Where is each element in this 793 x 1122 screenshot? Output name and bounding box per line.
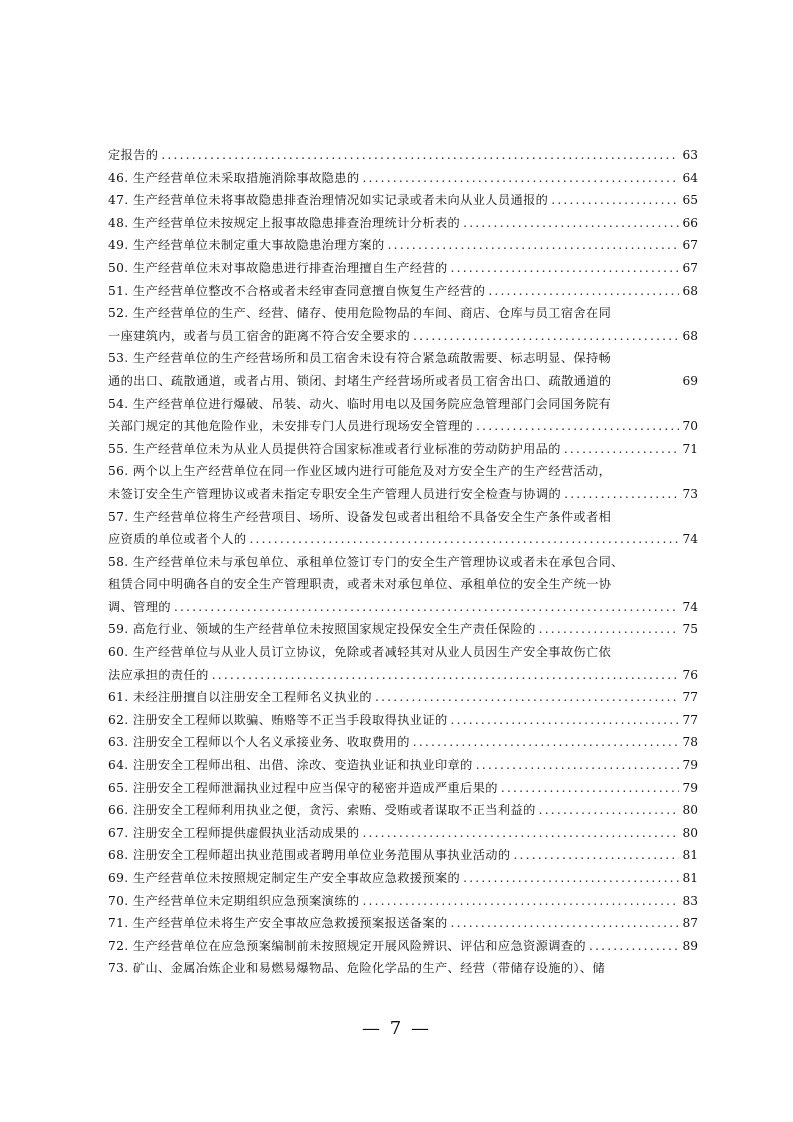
- toc-entry-page: 64: [682, 170, 698, 185]
- toc-entry-text: 调、管理的: [108, 599, 171, 614]
- toc-entry: [108, 212, 698, 235]
- toc-entry: [108, 799, 698, 822]
- toc-entry: [108, 257, 698, 280]
- dot-leader: [539, 799, 680, 822]
- toc-entry-text: 60. 生产经营单位与从业人员订立协议，免除或者减轻其对从业人员因生产安全事故伤亡依: [108, 645, 612, 660]
- toc-entry-text: 应资质的单位或者个人的: [108, 532, 247, 547]
- toc-entry: [108, 280, 698, 303]
- dot-leader: [161, 144, 679, 167]
- toc-entry-page: 87: [682, 916, 698, 931]
- toc-entry: [108, 460, 698, 483]
- dot-leader: [388, 234, 680, 257]
- dot-leader: [476, 415, 679, 438]
- toc-entry-page: 74: [682, 532, 698, 547]
- dot-leader: [413, 325, 679, 348]
- toc-entry: [108, 415, 698, 438]
- toc-entry: [108, 393, 698, 416]
- dot-leader: [476, 754, 680, 777]
- toc-entry-page: 67: [682, 260, 698, 275]
- toc-entry-page: 81: [682, 848, 698, 863]
- toc-entry-page: 78: [682, 735, 698, 750]
- toc-entry-text: 58. 生产经营单位未与承包单位、承租单位签订专门的安全生产管理协议或者未在承包合同、: [108, 554, 624, 569]
- dot-leader: [463, 212, 679, 235]
- toc-entry-page: 80: [682, 825, 698, 840]
- toc-entry-text: 关部门规定的其他危险作业，未安排专门人员进行现场安全管理的: [108, 419, 474, 434]
- toc-entry: [108, 483, 698, 506]
- toc-entry: [108, 935, 698, 958]
- toc-entry-text: 64. 注册安全工程师出租、出借、涂改、变造执业证和执业印章的: [108, 758, 473, 773]
- toc-entry-text: 73. 矿山、金属冶炼企业和易燃易爆物品、危险化学品的生产、经营（带储存设施的）、储: [108, 961, 606, 976]
- table-of-contents: [108, 144, 698, 980]
- dot-leader: [501, 777, 680, 800]
- dot-leader: [463, 867, 679, 890]
- dot-leader: [174, 596, 680, 619]
- toc-entry: [108, 912, 698, 935]
- toc-entry: [108, 551, 698, 574]
- toc-entry-page: 81: [682, 871, 698, 885]
- toc-entry-text: 63. 注册安全工程师以个人名义承接业务、收取费用的: [108, 735, 410, 750]
- toc-entry-text: 62. 注册安全工程师以欺骗、贿赂等不正当手段取得执业证的: [108, 712, 448, 727]
- toc-entry-text: 53. 生产经营单位的生产经营场所和员工宿舍未设有符合紧急疏散需要、标志明显、保持畅: [108, 351, 612, 366]
- toc-entry: [108, 686, 698, 709]
- toc-entry-page: 71: [682, 441, 698, 456]
- toc-entry-page: 74: [682, 599, 698, 614]
- dot-leader: [539, 618, 680, 641]
- toc-entry-text: 50. 生产经营单位未对事故隐患进行排查治理擅自生产经营的: [108, 260, 448, 275]
- toc-entry-page: 68: [682, 328, 698, 343]
- dot-leader: [249, 528, 679, 551]
- dot-leader: [362, 890, 679, 913]
- toc-entry: [108, 822, 698, 845]
- toc-entry: [108, 596, 698, 619]
- toc-entry: [108, 731, 698, 754]
- toc-entry-text: 54. 生产经营单位进行爆破、吊装、动火、临时用电以及国务院应急管理部门会同国务院有: [108, 396, 612, 411]
- toc-entry: [108, 777, 698, 800]
- page-number: — 7 —: [362, 1018, 431, 1039]
- toc-entry-page: 76: [682, 667, 698, 682]
- toc-entry-page: 89: [682, 938, 698, 953]
- dot-leader: [589, 935, 679, 958]
- toc-entry-text: 68. 注册安全工程师超出执业范围或者聘用单位业务范围从事执业活动的: [108, 848, 511, 863]
- toc-entry-text: 57. 生产经营单位将生产经营项目、场所、设备发包或者出租给不具备安全生产条件或者相: [108, 509, 612, 524]
- toc-entry-page: 77: [682, 712, 698, 727]
- toc-entry-page: 65: [682, 193, 698, 208]
- toc-entry-text: 租赁合同中明确各自的安全生产管理职责，或者未对承包单位、承租单位的安全生产统一协: [108, 577, 612, 592]
- dot-leader: [488, 280, 679, 303]
- toc-entry-text: 一座建筑内，或者与员工宿舍的距离不符合安全要求的: [108, 328, 411, 343]
- toc-entry-text: 67. 注册安全工程师提供虚假执业活动成果的: [108, 825, 360, 840]
- toc-entry-text: 52. 生产经营单位的生产、经营、储存、使用危险物品的车间、商店、仓库与员工宿舍在同: [108, 306, 612, 321]
- dot-leader: [451, 709, 680, 732]
- dot-leader: [413, 731, 680, 754]
- dot-leader: [513, 844, 679, 867]
- dot-leader: [451, 912, 680, 935]
- toc-entry-text: 59. 高危行业、领域的生产经营单位未按照国家规定投保安全生产责任保险的: [108, 622, 536, 637]
- toc-entry: [108, 528, 698, 551]
- toc-entry: [108, 890, 698, 913]
- toc-entry: [108, 438, 698, 461]
- toc-entry-page: 79: [682, 758, 698, 773]
- toc-entry: [108, 709, 698, 732]
- toc-entry: [108, 867, 698, 890]
- toc-entry-page: 77: [682, 690, 698, 705]
- toc-entry-text: 通的出口、疏散通道，或者占用、锁闭、封堵生产经营场所或者员工宿舍出口、疏散通道的: [108, 373, 612, 388]
- toc-entry-page: 75: [682, 622, 698, 637]
- toc-entry-text: 66. 注册安全工程师利用执业之便，贪污、索贿、受贿或者谋取不正当利益的: [108, 803, 536, 818]
- toc-entry: [108, 167, 698, 190]
- dot-leader: [362, 167, 679, 190]
- toc-entry-text: 47. 生产经营单位未将事故隐患排查治理情况如实记录或者未向从业人员通报的: [108, 193, 549, 208]
- toc-entry-text: 未签订安全生产管理协议或者未指定专职安全生产管理人员进行安全检查与协调的: [108, 486, 562, 501]
- dot-leader: [551, 189, 679, 212]
- toc-entry-text: 46. 生产经营单位未采取措施消除事故隐患的: [108, 170, 360, 185]
- dot-leader: [362, 822, 679, 845]
- dot-leader: [451, 257, 680, 280]
- toc-entry-text: 55. 生产经营单位未为从业人员提供符合国家标准或者行业标准的劳动防护用品的: [108, 441, 561, 456]
- dot-leader: [564, 438, 680, 461]
- toc-entry-page: 83: [682, 893, 698, 908]
- toc-entry-text: 51. 生产经营单位整改不合格或者未经审查同意擅自恢复生产经营的: [108, 283, 486, 298]
- toc-entry-text: 61. 未经注册擅自以注册安全工程师名义执业的: [108, 690, 373, 705]
- toc-entry: [108, 325, 698, 348]
- toc-entry: [108, 641, 698, 664]
- dot-leader: [212, 664, 680, 687]
- toc-entry-text: 70. 生产经营单位未定期组织应急预案演练的: [108, 893, 360, 908]
- toc-entry-page: 63: [682, 148, 698, 162]
- toc-entry-text: 56. 两个以上生产经营单位在同一作业区域内进行可能危及对方安全生产的生产经营活动，: [108, 464, 612, 479]
- toc-entry-page: 67: [682, 238, 698, 253]
- toc-entry-page: 73: [682, 486, 698, 501]
- toc-entry-page: 80: [682, 803, 698, 818]
- toc-entry: [108, 347, 698, 370]
- toc-entry-page: 69: [682, 373, 698, 388]
- toc-entry: [108, 506, 698, 529]
- toc-entry-text: 65. 注册安全工程师泄漏执业过程中应当保守的秘密并造成严重后果的: [108, 780, 498, 795]
- toc-entry-text: 法应承担的责任的: [108, 667, 209, 682]
- toc-entry: [108, 618, 698, 641]
- toc-entry-text: 定报告的: [108, 148, 159, 162]
- toc-entry: [108, 234, 698, 257]
- toc-entry-page: 70: [682, 419, 698, 434]
- dot-leader: [375, 686, 679, 709]
- toc-entry: [108, 573, 698, 596]
- toc-entry-text: 48. 生产经营单位未按规定上报事故隐患排查治理统计分析表的: [108, 215, 461, 230]
- toc-entry: [108, 844, 698, 867]
- toc-entry-text: 71. 生产经营单位未将生产安全事故应急救援预案报送备案的: [108, 916, 448, 931]
- dot-leader: [564, 483, 679, 506]
- toc-entry-text: 49. 生产经营单位未制定重大事故隐患治理方案的: [108, 238, 385, 253]
- toc-entry-text: 69. 生产经营单位未按照规定制定生产安全事故应急救援预案的: [108, 871, 461, 885]
- toc-entry: [108, 664, 698, 687]
- toc-entry: [108, 144, 698, 167]
- toc-entry: [108, 302, 698, 325]
- toc-entry: [108, 189, 698, 212]
- toc-entry: [108, 957, 698, 980]
- toc-entry: [108, 754, 698, 777]
- toc-entry: [108, 370, 698, 393]
- toc-entry-page: 79: [682, 780, 698, 795]
- toc-entry-text: 72. 生产经营单位在应急预案编制前未按照规定开展风险辨识、评估和应急资源调查的: [108, 938, 587, 953]
- toc-entry-page: 68: [682, 283, 698, 298]
- toc-entry-page: 66: [682, 215, 698, 230]
